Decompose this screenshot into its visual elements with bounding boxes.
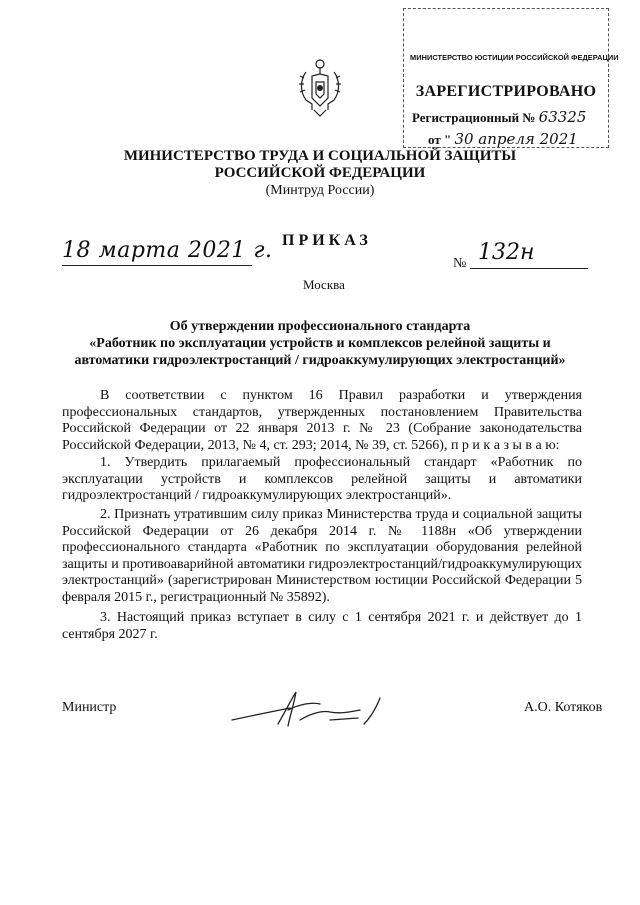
signatory-title: Министр	[62, 700, 117, 715]
order-date-underline	[62, 265, 252, 266]
order-title: ПРИКАЗ	[282, 232, 372, 249]
order-date: 18 марта 2021 г.	[62, 238, 273, 263]
stamp-regnum-label: Регистрационный №	[412, 110, 536, 125]
document-title-line1: Об утверждении профессионального стандарта	[169, 319, 471, 334]
paragraph-item-3	[62, 610, 582, 643]
ministry-name-line2: РОССИЙСКОЙ ФЕДЕРАЦИИ	[214, 165, 426, 181]
paragraph-item-2	[62, 507, 582, 607]
paragraph-preamble-text: В соответствии с пунктом 16 Правил разработки и утверждения профессиональных стандартов, утвержденных постановлением Правительства Российской Федерации от 22 января 2013 г. № 23 (Собрание законодательства Российской Федерации, 2013, № 4, ст. 293; 2014, № 39, ст. 5266), п р и к а з ы в а ю:	[62, 388, 582, 453]
stamp-registration-number	[412, 108, 608, 126]
document-title-line2: «Работник по эксплуатации устройств и комплексов релейной защиты и	[89, 336, 551, 351]
ministry-short-name: (Минтруд России)	[265, 183, 375, 198]
registration-stamp	[403, 8, 619, 148]
stamp-regnum-value: 63325	[538, 108, 587, 126]
paragraph-item-3-text: 3. Настоящий приказ вступает в силу с 1 сентября 2021 г. и действует до 1 сентября 2027 г.	[62, 610, 582, 642]
paragraph-item-1	[62, 455, 582, 505]
order-number: 132н	[478, 240, 535, 265]
stamp-date-label: от "	[428, 132, 452, 147]
signatory-name: А.О. Котяков	[524, 700, 603, 715]
ministry-name-line1: МИНИСТЕРСТВО ТРУДА И СОЦИАЛЬНОЙ ЗАЩИТЫ	[123, 148, 517, 164]
order-number-label: №	[453, 256, 467, 271]
document-title-line3: автоматики гидроэлектростанций / гидроаккумулирующих электростанций»	[74, 353, 566, 368]
handwritten-signature	[230, 690, 410, 730]
stamp-ministry: МИНИСТЕРСТВО ЮСТИЦИИ РОССИЙСКОЙ ФЕДЕРАЦИИ	[410, 53, 619, 62]
paragraph-item-1-text: 1. Утвердить прилагаемый профессиональный стандарт «Работник по эксплуатации устройств и комплексов релейной защиты и автоматики гидроэлектростанций / гидроаккумулирующих электростанций».	[62, 455, 582, 504]
document-title	[58, 318, 582, 369]
order-number-underline	[470, 268, 588, 269]
stamp-date	[428, 130, 608, 148]
order-city: Москва	[303, 277, 345, 292]
coat-of-arms-emblem	[298, 58, 342, 120]
paragraph-preamble	[62, 388, 582, 454]
stamp-date-value: 30 апреля 2021	[454, 130, 578, 148]
paragraph-item-2-text: 2. Признать утратившим силу приказ Министерства труда и социальной защиты Российской Федерации от 26 декабря 2014 г. № 1188н «Об утверждении профессионального стандарта «Работник по эксплуатации оборудования релейной защиты и противоаварийной автоматики гидроэлектростанций/гидроаккумулирующих электростанций» (зарегистрирован Министерством юстиции Российской Федерации 5 февраля 2015 г., регистрационный № 35892).	[62, 507, 582, 605]
stamp-registered: ЗАРЕГИСТРИРОВАНО	[415, 83, 597, 100]
